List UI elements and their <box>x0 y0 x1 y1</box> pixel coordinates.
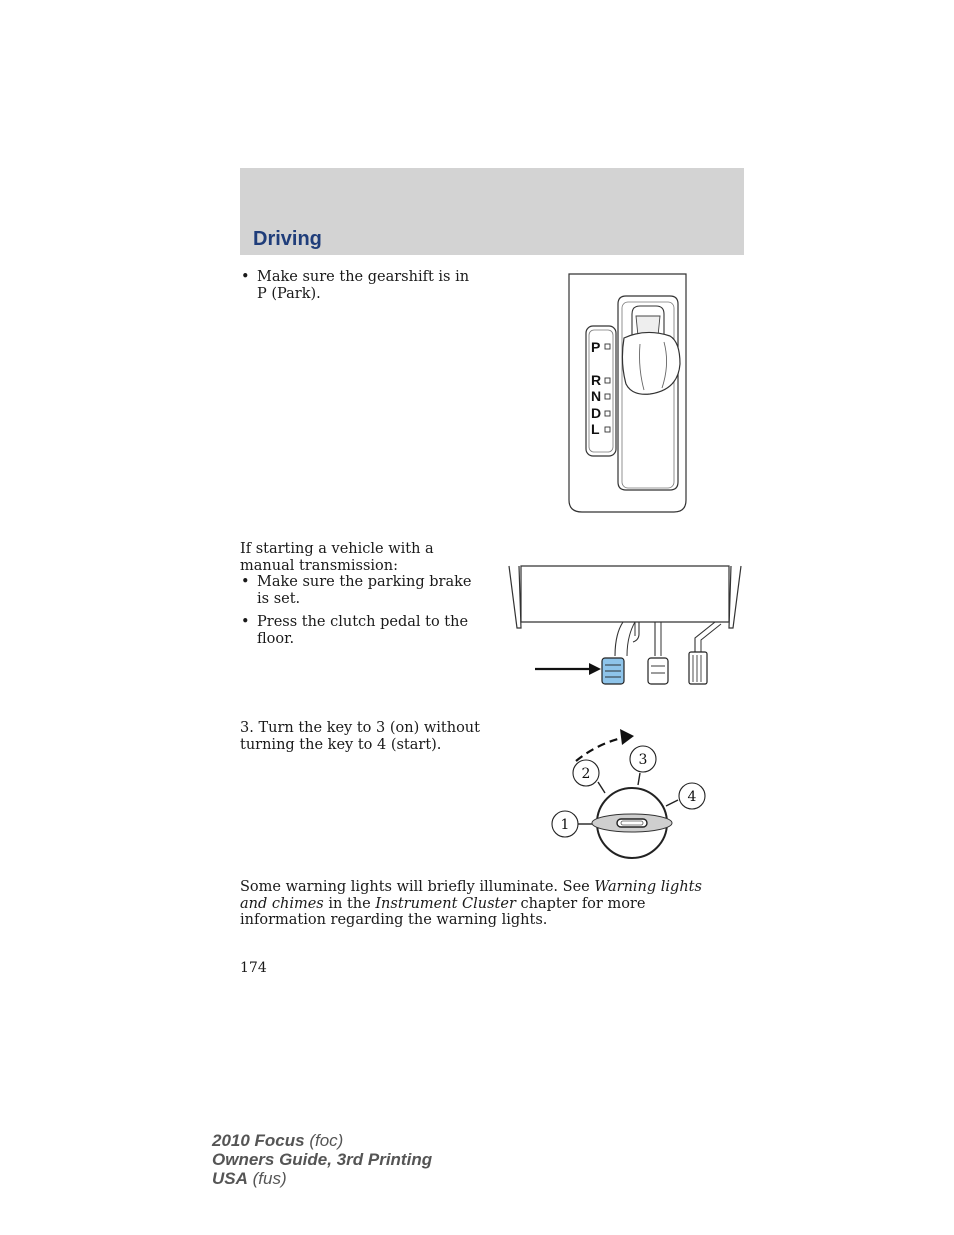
gear-label-r: R <box>591 372 602 388</box>
instrument-cluster-reference: Instrument Cluster <box>375 895 516 912</box>
arrow-right-icon <box>589 663 601 675</box>
warning-lights-paragraph <box>240 879 720 929</box>
paragraph-text: Some warning lights will briefly illuminate. See <box>240 879 595 895</box>
bullet-item: • Make sure the gearshift is in P (Park). <box>240 269 480 302</box>
section-title: Driving <box>253 228 322 250</box>
footer-market: USA <box>212 1169 248 1188</box>
position-label-4: 4 <box>687 789 697 805</box>
gear-label-d: D <box>591 405 602 421</box>
footer-model: 2010 Focus <box>212 1131 305 1150</box>
manual-transmission-instructions <box>240 541 485 647</box>
section-header-band <box>240 168 744 255</box>
ignition-text: 3. Turn the key to 3 (on) without turning the key to 4 (start). <box>240 720 480 753</box>
gear-label-n: N <box>591 388 602 404</box>
gearshift-instruction <box>240 269 480 302</box>
footer-market-code: (fus) <box>252 1169 287 1188</box>
gear-label-l: L <box>591 421 600 437</box>
bullet-item: • Press the clutch pedal to the floor. <box>240 614 485 647</box>
gear-label-p: P <box>591 339 601 355</box>
page-number: 174 <box>240 960 267 976</box>
position-label-3: 3 <box>638 752 648 768</box>
pedals-illustration <box>505 562 745 688</box>
footer-model-code: (foc) <box>309 1131 344 1150</box>
intro-text: If starting a vehicle with a manual transmission: <box>240 541 434 574</box>
gearshift-illustration <box>566 272 690 516</box>
footer-guide: Owners Guide, 3rd Printing <box>212 1150 433 1169</box>
paragraph-text: chapter for more information regarding the warning lights. <box>240 895 646 928</box>
arrow-icon <box>620 729 634 745</box>
position-label-1: 1 <box>560 817 570 833</box>
footer-imprint <box>212 1131 432 1188</box>
bullet-item: • Make sure the parking brake is set. <box>240 574 485 607</box>
ignition-key-illustration <box>546 725 716 865</box>
ignition-instruction <box>240 720 485 753</box>
warning-lights-reference: Warning lights and chimes <box>240 879 702 912</box>
paragraph-text: in the <box>323 895 376 912</box>
position-label-2: 2 <box>581 766 591 782</box>
